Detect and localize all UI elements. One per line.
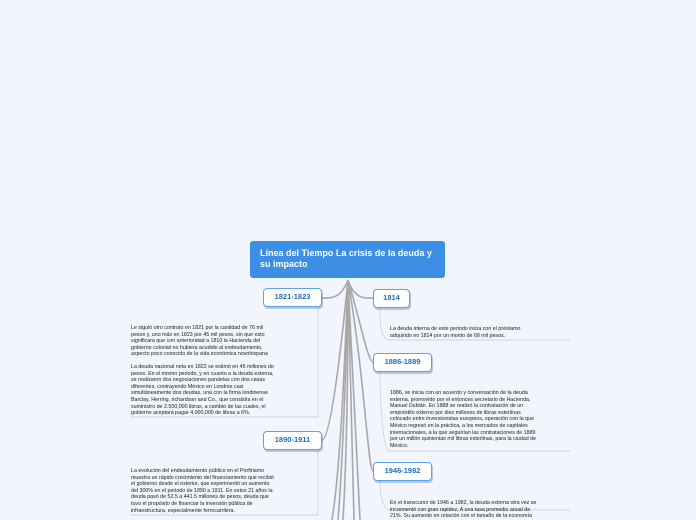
year-label: 1890-1911 [274, 435, 311, 444]
note-1886-conversion: 1886, se inicia con un acuerdo y conversación de la deuda externa, promovido por el entonces secretario de Hacienda, Manuel Dublán. En 1888 se realizó la contratación de un empréstito externo por diez millones de libras esterlinas colocado entre inversionistas europeos, operación con la que México regresó en la práctica, a los mercados de capitales internacionales, a la que seguirían las contrataciones de 1889 por un millón quinientas mil libras esterlinas, para la ciudad de México. [390, 390, 537, 449]
year-node-1946-1982[interactable] [373, 462, 432, 481]
note-1946-external-debt: En el transcurso de 1946 a 1982, la deuda externa otra vez se incrementó con gran rapidez. A una tasa promedio anual de 21%. Su aumento en relación con el tamaño de la economía [390, 500, 537, 520]
note-porfiriato-debt: La evolución del endeudamiento público en el Porfiriamo muestra un rápido crecimiento del financiamiento que recibió el gobierno desde el exterior, que experimentó un aumento del 300% en el periodo de 1890 a 1911. En estos 21 años la deuda pasó de 52.5 a 441.5 millones de pesos, deuda que tuvo el propósito de financiar la inversión pública de infraestructura, especialmente ferrocarrilera. [131, 468, 274, 514]
year-node-1821-1823[interactable] [263, 288, 322, 307]
year-node-1890-1911[interactable] [263, 431, 322, 450]
year-node-1886-1889[interactable] [373, 353, 432, 372]
central-topic-title: Línea del Tiempo La crisis de la deuda y su impacto [260, 248, 432, 269]
central-topic[interactable] [250, 241, 445, 278]
year-label: 1946-1982 [384, 466, 421, 475]
year-label: 1886-1889 [384, 357, 421, 366]
year-label: 1821-1823 [274, 292, 311, 301]
note-1821-contract: Le siguió otro contrato en 1821 por la cantidad de 76 mil pesos y, uno más en 1823 por 45 mil pesos, sin que esto significara que con anterioridad a 1810 la Hacienda del gobierno colonial no hubiera acudido al endeudamiento, aspecto poco conocido de la vida económica novohispana [131, 325, 268, 358]
note-1814-loan: La deuda interna de este periodo inicia con el préstamo adquirido en 1814 por un monto de 68 mil pesos. [390, 326, 521, 339]
note-1822-debt: La deuda nacional neta en 1822 se estimó en 45 millones de pesos. En el mismo periodo, y en cuanto a la deuda externa, se realizaron dos negociaciones paralelas con dos casas diferentes, contrayendo México en Londres casi simultáneamente dos deudas, una con la firma londinense Barclay, Herring, richardson and Co., que consistía en el suministro de 2.500,000 libras, a cambio de las cuales, el gobierno aceptará pagar 4.000,000 de libras a 6%. [131, 364, 274, 417]
year-label: 1814 [383, 293, 400, 302]
year-node-1814[interactable] [373, 289, 410, 308]
